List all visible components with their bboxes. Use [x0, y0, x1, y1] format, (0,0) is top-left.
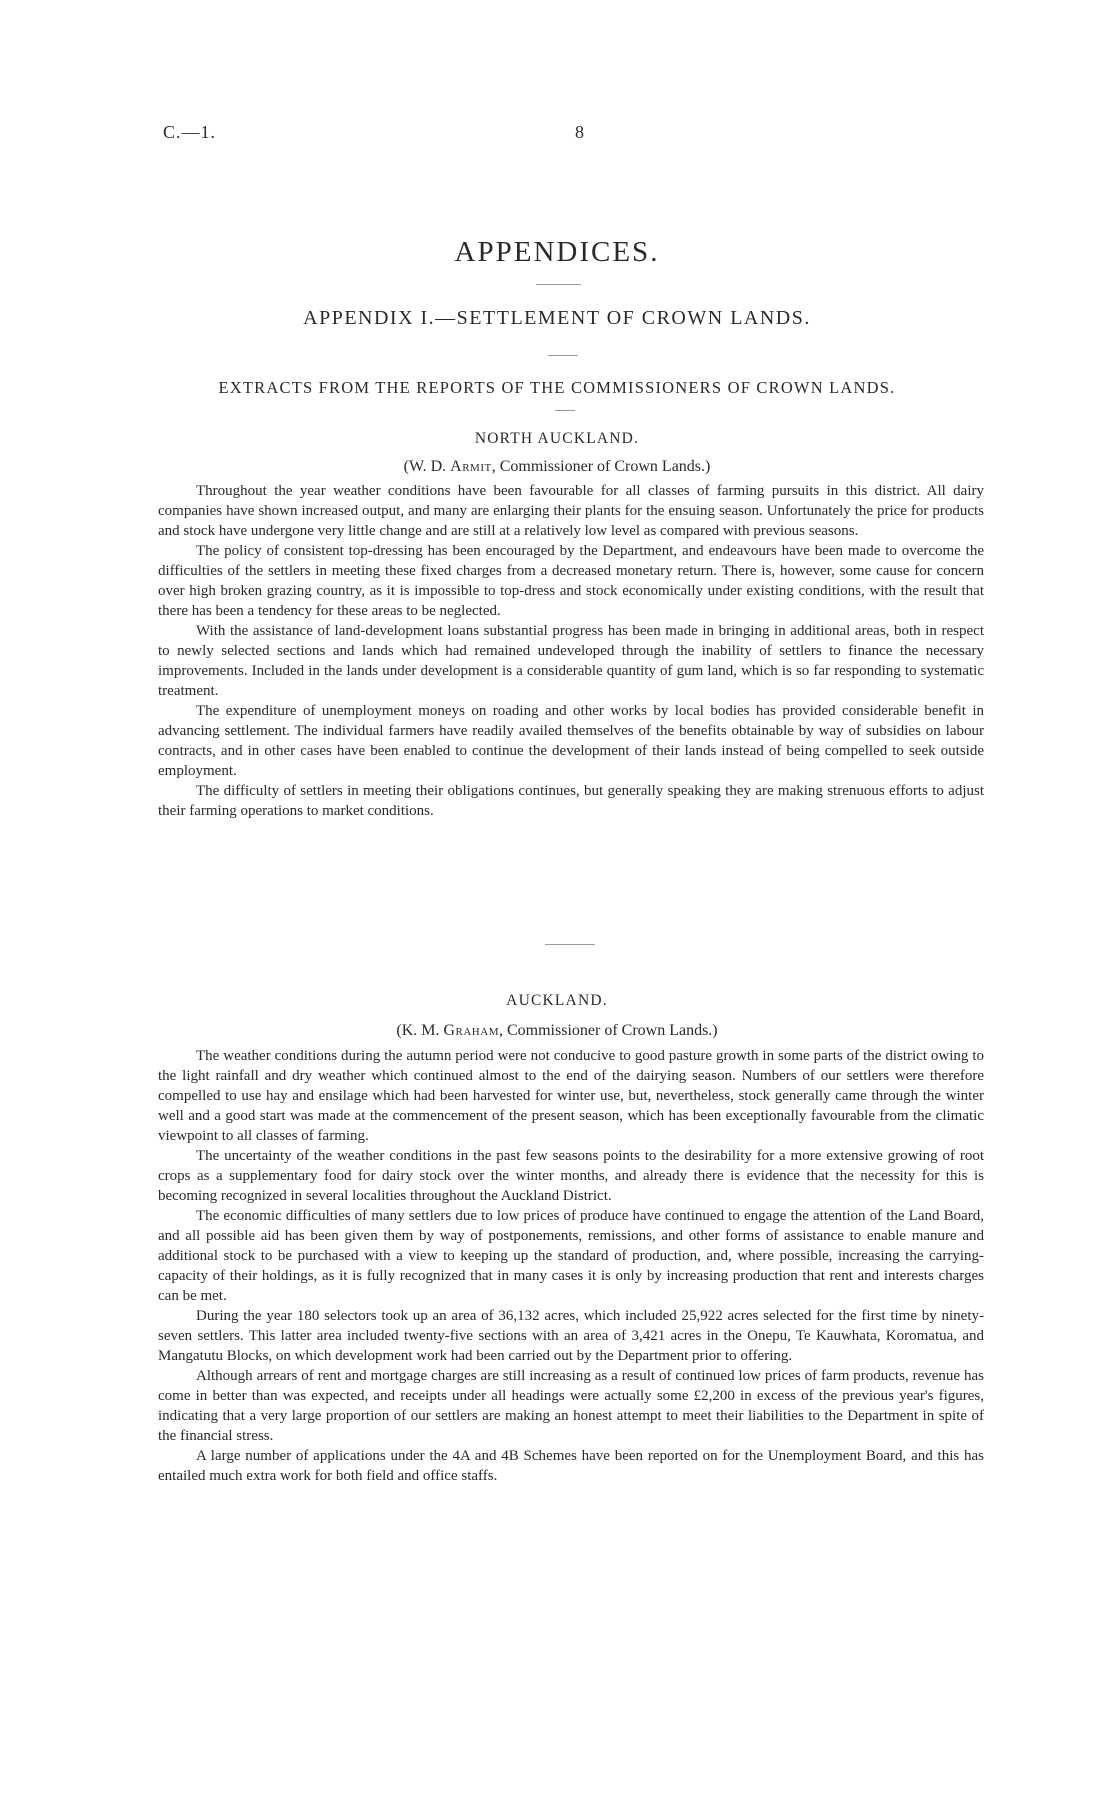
byline-open: (K. M. — [396, 1022, 444, 1039]
page-identifier: C.—1. — [163, 122, 217, 142]
divider-rule — [555, 410, 575, 411]
paragraph: The uncertainty of the weather conditions in the past few seasons points to the desirability for a more extensive growing of root crops as a supplementary food for dairy stock over the winter months, and already there is evidence that the necessity for this is becoming recognized in several localities throughout the Auckland District. — [158, 1148, 984, 1204]
divider-rule — [536, 284, 581, 285]
paragraph: With the assistance of land-development loans substantial progress has been made in bringing in additional areas, both in respect to newly selected sections and lands which had remained undeveloped through the inability of settlers to finance the necessary improvements. Included in the lands under development is a considerable quantity of gum land, which is so far responding to systematic treatment. — [158, 623, 984, 699]
page-number: 8 — [575, 122, 584, 142]
section-body-auckland — [158, 1046, 984, 1486]
extracts-heading: EXTRACTS FROM THE REPORTS OF THE COMMISSIONERS OF CROWN LANDS. — [218, 378, 896, 397]
paragraph: Throughout the year weather conditions have been favourable for all classes of farming pursuits in this district. All dairy companies have shown increased output, and many are enlarging their plants for the ensuing season. Unfortunately the price for products and stock have undergone very little change and are still at a relatively low level as compared with previous seasons. — [158, 483, 984, 539]
paragraph: The expenditure of unemployment moneys on roading and other works by local bodies has provided considerable benefit in advancing settlement. The individual farmers have readily availed themselves of the benefits obtainable by way of subsidies on labour contracts, and in other cases have been enabled to continue the development of their lands instead of being compelled to seek outside employment. — [158, 703, 984, 779]
commissioner-byline — [0, 458, 1114, 476]
byline-close: , Commissioner of Crown Lands.) — [498, 1022, 718, 1039]
divider-rule — [548, 355, 578, 356]
section-body-north-auckland — [158, 481, 984, 821]
paragraph: During the year 180 selectors took up an area of 36,132 acres, which included 25,922 acres selected for the first time by ninety-seven settlers. This latter area included twenty-five sections with an area of 3,421 acres in the Onepu, Te Kauwhata, Koromatua, and Mangatutu Blocks, on which development work had been carried out by the Department prior to offering. — [158, 1308, 984, 1364]
paragraph: Although arrears of rent and mortgage charges are still increasing as a result of continued low prices of farm products, revenue has come in better than was expected, and receipts under all headings were actually some £2,200 in excess of the previous year's figures, indicating that a very large proportion of our settlers are making an honest attempt to meet their liabilities to the Department in spite of the financial stress. — [158, 1368, 984, 1444]
byline-open: (W. D. — [403, 458, 451, 475]
commissioner-name: Graham — [443, 1022, 499, 1039]
commissioner-byline — [0, 1022, 1114, 1040]
commissioner-name: Armit — [450, 458, 492, 475]
section-heading-auckland: AUCKLAND. — [506, 992, 608, 1009]
paragraph: The policy of consistent top-dressing has been encouraged by the Department, and endeavours have been made to overcome the difficulties of the settlers in meeting these fixed charges from a decreased monetary return. There is, however, some cause for concern over high broken grazing country, as it is impossible to top-dress and stock economically under existing conditions, with the result that there has been a tendency for these areas to be neglected. — [158, 543, 984, 619]
paragraph: The difficulty of settlers in meeting their obligations continues, but generally speaking they are making strenuous efforts to adjust their farming operations to market conditions. — [158, 783, 984, 819]
section-heading-north-auckland: NORTH AUCKLAND. — [474, 430, 640, 447]
paragraph: The weather conditions during the autumn period were not conducive to good pasture growth in some parts of the district owing to the light rainfall and dry weather which continued almost to the end of the dairying season. Numbers of our settlers were therefore compelled to use hay and ensilage which had been harvested for winter use, but, nevertheless, stock generally came through the winter well and a good start was made at the commencement of the present season, which has been exceptionally favourable from the climatic viewpoint to all classes of farming. — [158, 1048, 984, 1144]
page-title: APPENDICES. — [454, 236, 660, 268]
paragraph: The economic difficulties of many settlers due to low prices of produce have continued to engage the attention of the Land Board, and all possible aid has been given them by way of postponements, remissions, and other forms of assistance to enable manure and additional stock to be purchased with a view to keeping up the standard of production, and, where possible, increasing the carrying-capacity of their holdings, as it is fully recognized that in many cases it is only by increasing production that rent and interests charges can be met. — [158, 1208, 984, 1304]
appendix-heading: APPENDIX I.—SETTLEMENT OF CROWN LANDS. — [303, 307, 811, 329]
section-divider — [545, 944, 595, 945]
paragraph: A large number of applications under the 4A and 4B Schemes have been reported on for the Unemployment Board, and this has entailed much extra work for both field and office staffs. — [158, 1448, 984, 1484]
byline-close: , Commissioner of Crown Lands.) — [491, 458, 711, 475]
